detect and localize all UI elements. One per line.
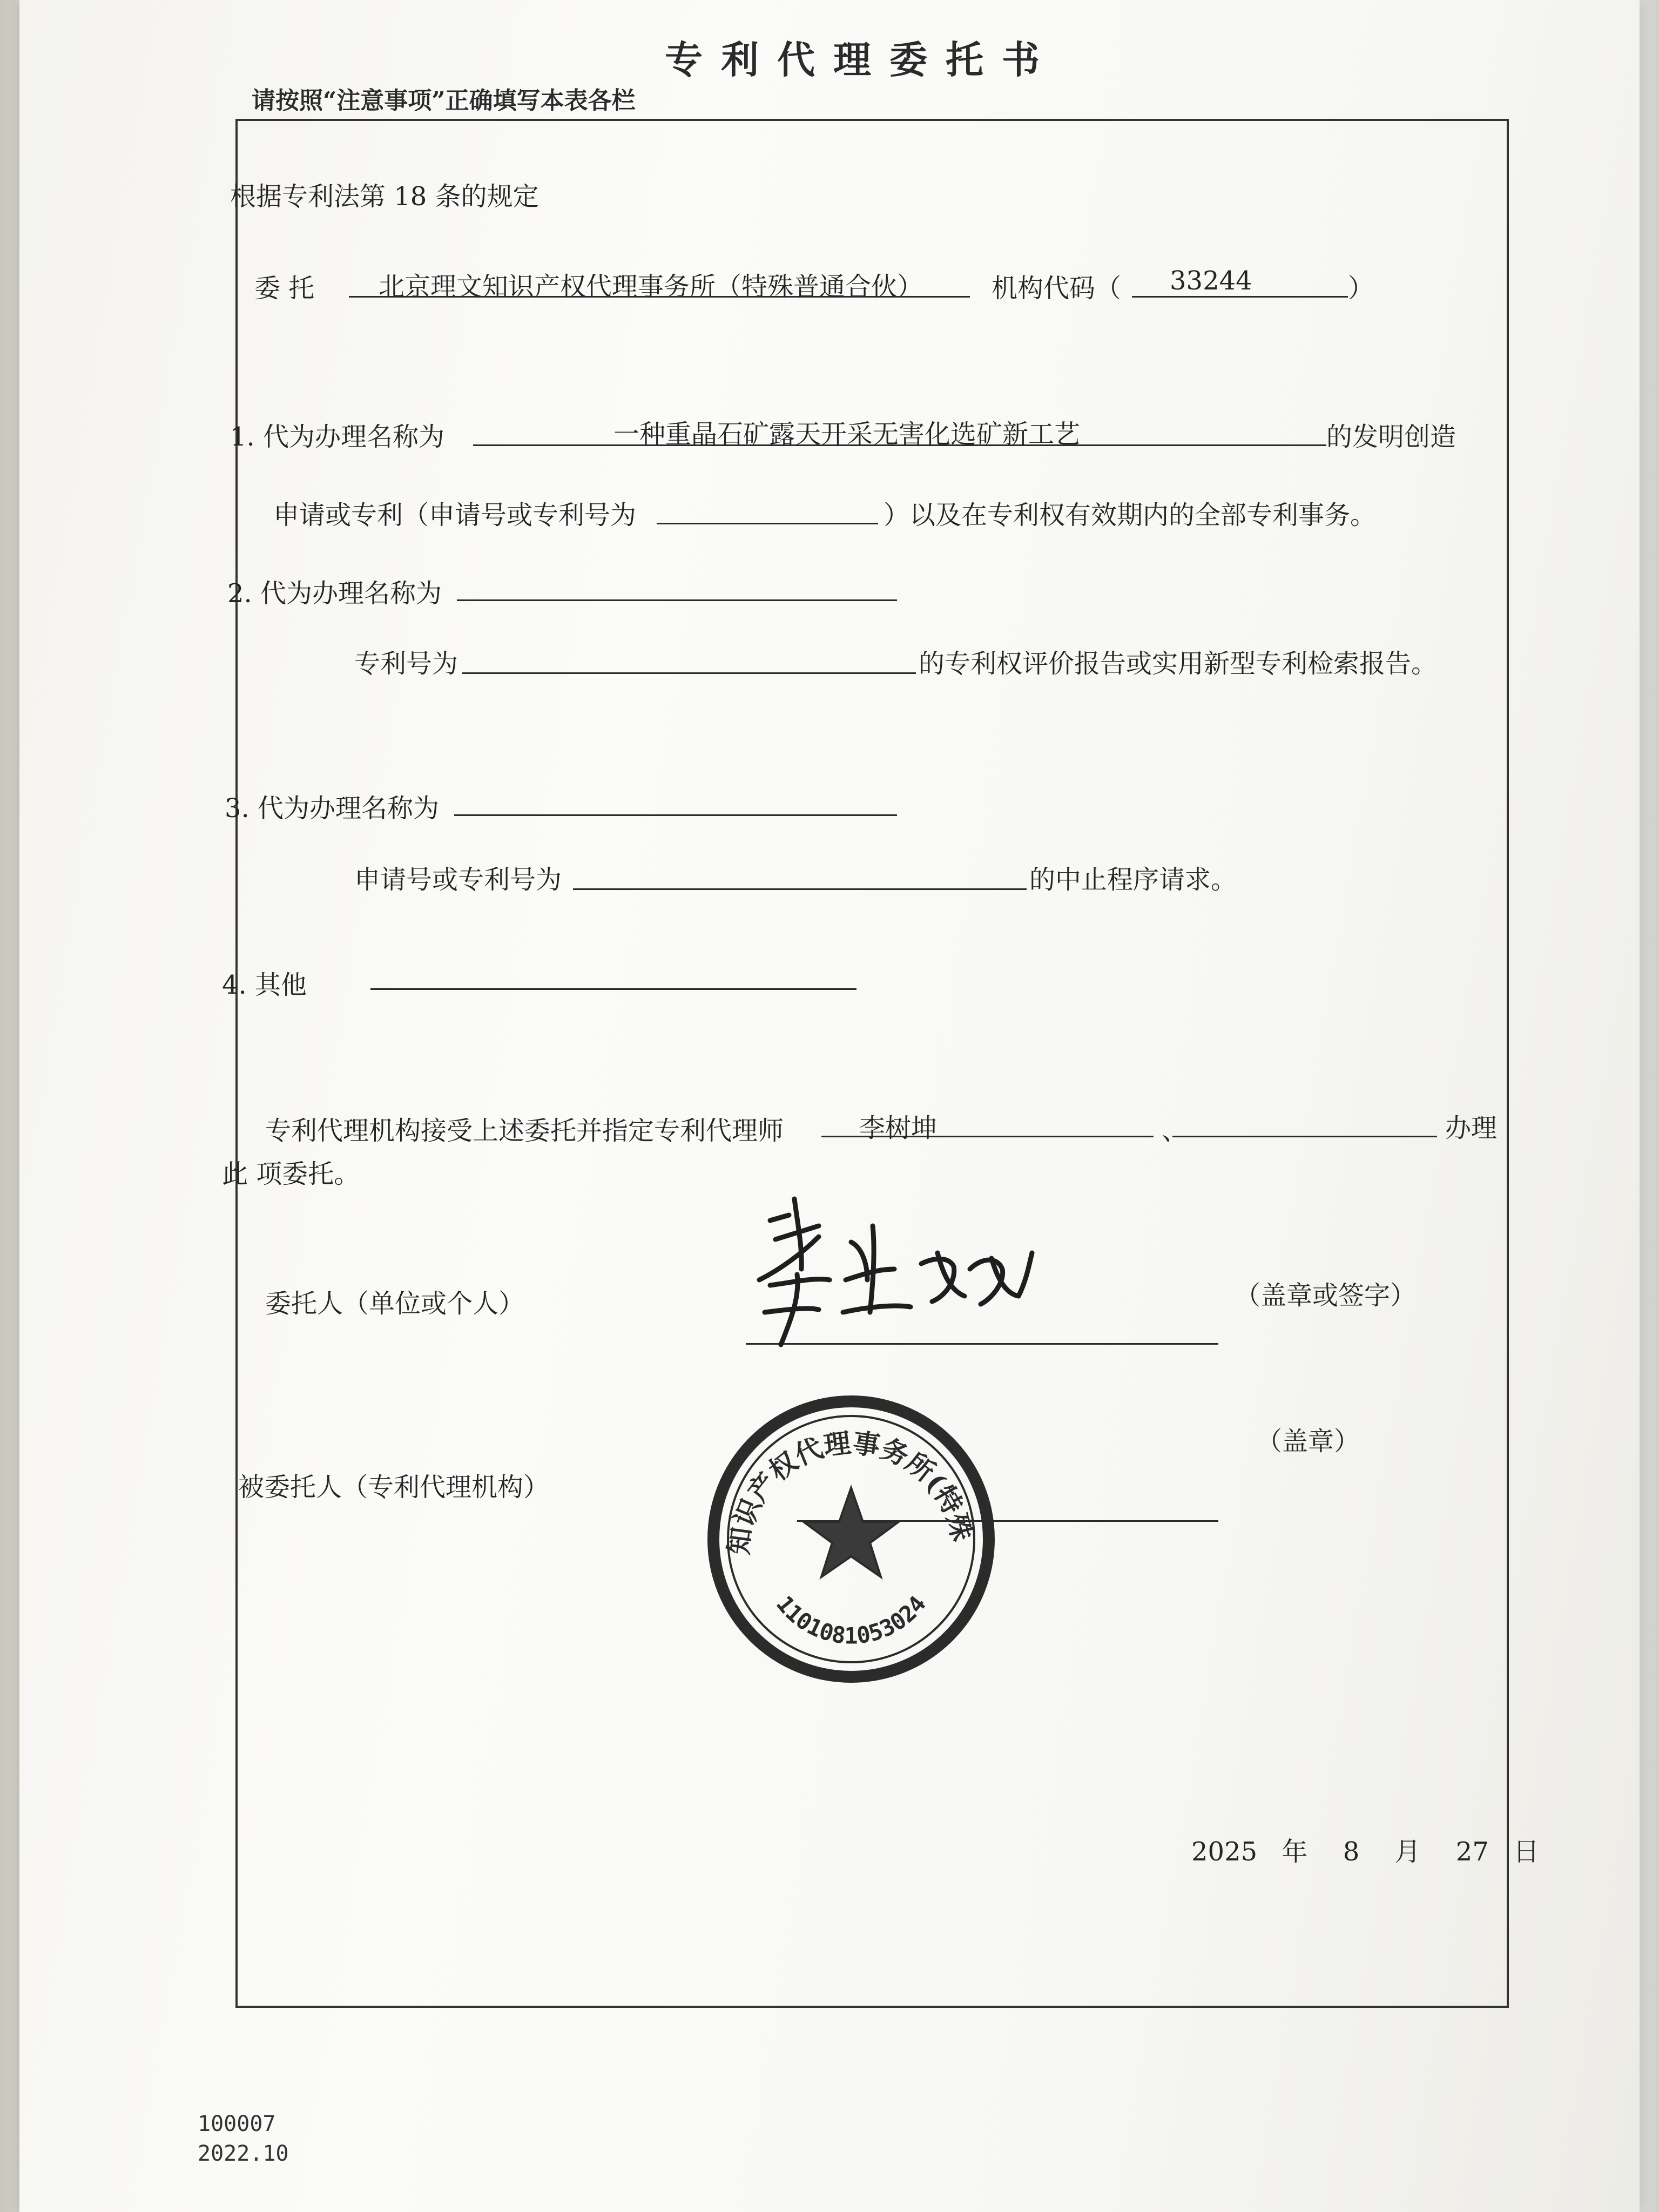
item3-name-underline [454,814,897,816]
form-frame [235,119,1509,2008]
principal-label: 委托人（单位或个人） [265,1289,525,1319]
agent-note: （盖章） [1256,1426,1360,1456]
item3-line2-prefix: 申请号或专利号为 [354,865,562,895]
svg-text:1101081053024 [771,1591,931,1649]
item1-line2-prefix: 申请或专利（申请号或专利号为 [273,500,637,530]
agency-code: 33244 [1170,266,1252,296]
item1-line2-suffix: ）以及在专利权有效期内的全部专利事务。 [884,500,1377,530]
date-month: 8 [1343,1837,1360,1867]
date-month-unit: 月 [1394,1837,1421,1867]
acceptance-line2: 此 项委托。 [222,1159,360,1189]
date-year: 2025 [1191,1837,1258,1867]
form-hint: 请按照“注意事项”正确填写本表各栏 [252,87,636,114]
seal-text: 北京理文知识产权代理事务所(特殊普通合伙) [692,1368,979,1556]
form-version: 2022.10 [198,2141,289,2166]
item1-label: 1. 代为办理名称为 [230,422,445,452]
attorney2-underline [1172,1136,1437,1137]
attorney-name: 李树坤 [859,1113,938,1143]
item2-line2-prefix: 专利号为 [354,649,458,679]
agency-code-close: ） [1348,273,1374,304]
invention-name: 一种重晶石矿露天开采无害化选矿新工艺 [613,419,1081,449]
principal-note: （盖章或签字） [1235,1280,1417,1311]
agent-label: 被委托人（专利代理机构） [238,1472,550,1502]
date-day-unit: 日 [1513,1837,1540,1867]
attorney-separator: 、 [1162,1116,1188,1146]
form-title: 专利代理委托书 [665,37,1058,82]
agency-code-label: 机构代码（ [992,273,1122,304]
date-year-unit: 年 [1282,1837,1308,1867]
item3-label: 3. 代为办理名称为 [225,793,440,824]
acceptance-suffix: 办理 [1445,1113,1498,1143]
item3-line2-suffix: 的中止程序请求。 [1029,865,1237,895]
item2-number-underline [462,672,916,674]
item2-name-underline [457,599,897,601]
date-day: 27 [1455,1837,1489,1867]
item1-suffix: 的发明创造 [1326,422,1456,452]
seal-number: 1101081053024 [771,1590,932,1649]
form-code: 100007 [198,2112,276,2136]
entrust-label: 委 托 [254,273,315,304]
item4-label: 4. 其他 [222,970,307,1000]
agency-seal [692,1368,997,1685]
acceptance-prefix: 专利代理机构接受上述委托并指定专利代理师 [265,1116,784,1146]
item2-label: 2. 代为办理名称为 [227,578,442,609]
form-paper [19,0,1640,2212]
item3-number-underline [573,888,1027,890]
signature [738,1188,1040,1366]
legal-basis: 根据专利法第 18 条的规定 [230,181,539,212]
item2-line2-suffix: 的专利权评价报告或实用新型专利检索报告。 [919,649,1438,679]
agency-code-underline [1132,296,1348,298]
item4-underline [370,988,857,990]
agency-name: 北京理文知识产权代理事务所（特殊普通合伙） [379,272,923,302]
item1-number-underline [657,523,878,524]
